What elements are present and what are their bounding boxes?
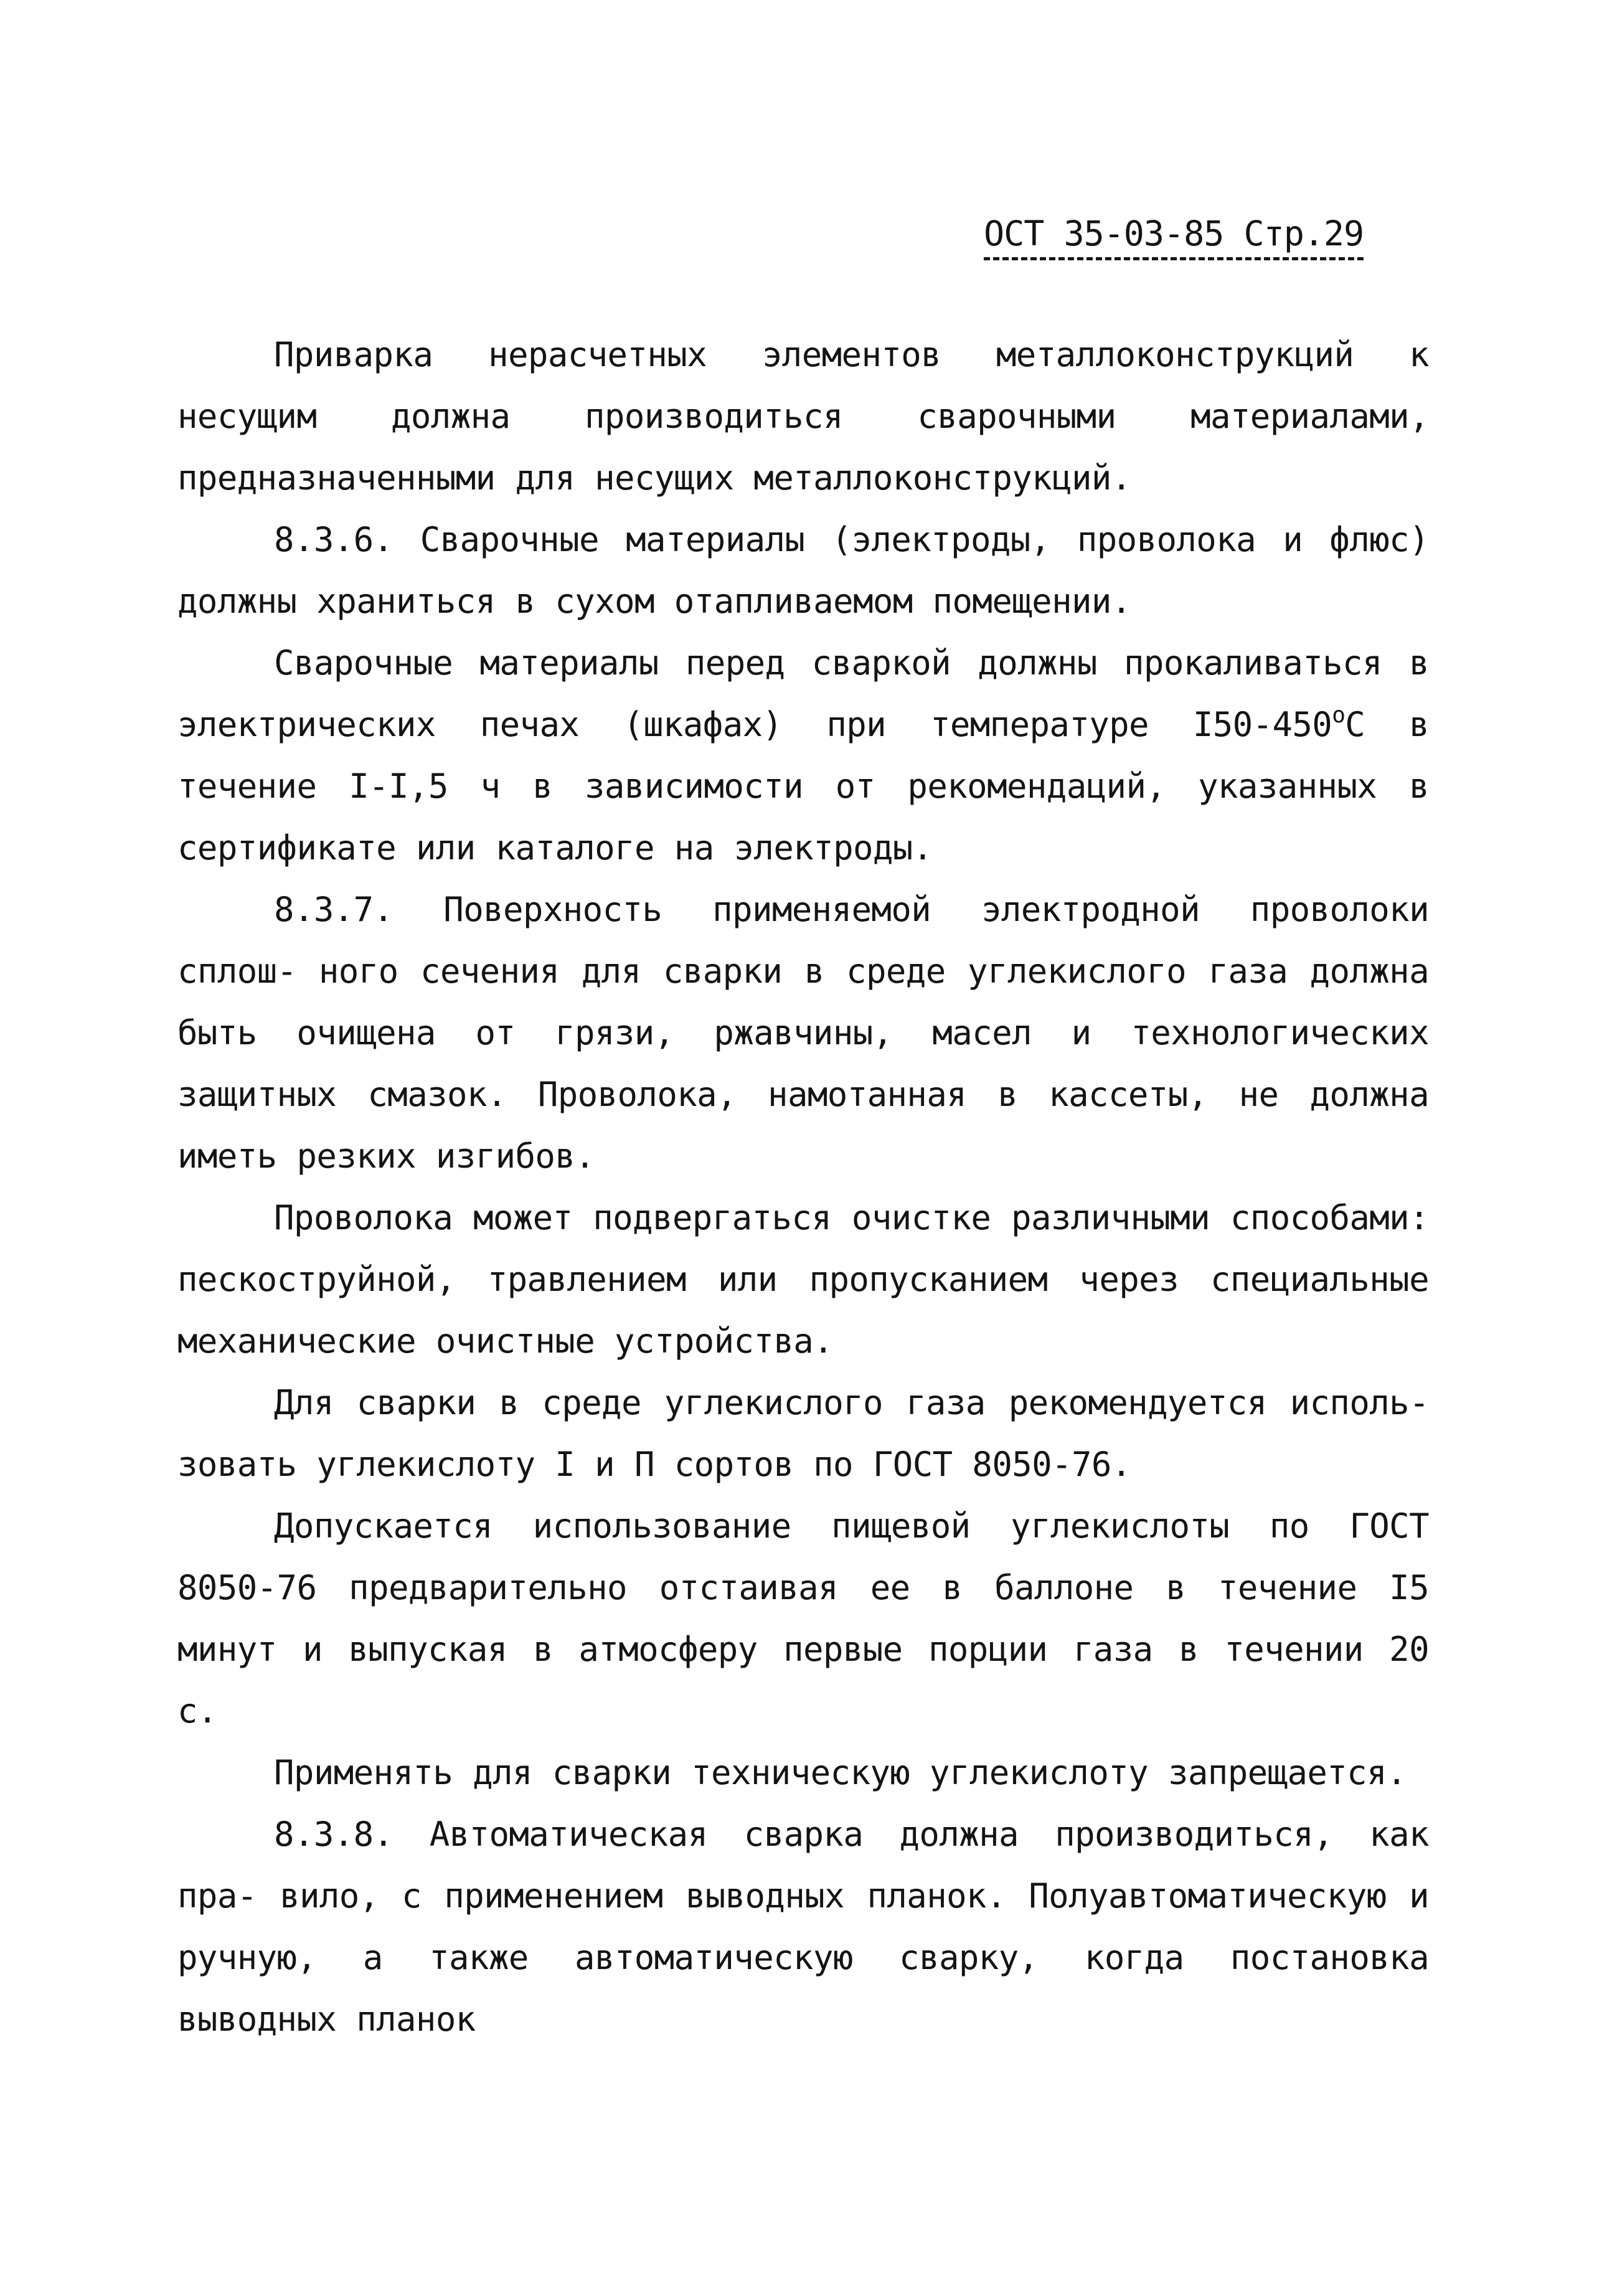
line: очищена от грязи, ржавчины, масел и технологических защитных [177,1013,1429,1114]
line: пескоструйной, травлением или пропусканием через специальные [177,1260,1429,1299]
line: или каталоге на электроды. [415,828,933,867]
line: Проволока может подвергаться очистке различными способами: [274,1198,1429,1237]
document-body [177,324,1429,2050]
line: электрических печах (шкафах) при температуре I50-450 [177,705,1332,744]
paragraph-food-co2-allowed [177,1495,1429,1742]
line: 8.3.7. Поверхность применяемой электродной проволоки сплош- [177,890,1429,991]
paragraph-co2-recommendation [177,1372,1429,1495]
line: 8.3.6. Сварочные материалы (электроды, проволока и флюс) [274,520,1429,559]
line: ГОСТ 8050-76 предварительно отстаивая ее в баллоне в течение [177,1506,1429,1607]
paragraph-8-3-8 [177,1803,1429,2050]
line: а также автоматическую сварку, когда постановка выводных планок [177,1938,1429,2039]
paragraph-wire-cleaning [177,1187,1429,1372]
page-header-code: ОСТ 35-03-85 Стр.29 [984,217,1364,260]
line: 8.3.8. Автоматическая сварка должна производиться, как пра- [177,1815,1429,1916]
line: Приварка нерасчетных элементов металлоконструкций к несущим [177,335,1429,436]
paragraph-technical-co2-prohibited [177,1742,1429,1803]
line: для несущих металлоконструкций. [515,458,1131,498]
line: ного сечения для сварки в среде углекислого газа должна быть [177,952,1429,1052]
line: зовать углекислоту I и П сортов по ГОСТ 8050-76. [177,1445,1131,1484]
line: вило, с применением выводных планок. Полуавтоматическую и ручную, [177,1876,1429,1977]
paragraph-8-3-6 [177,509,1429,632]
paragraph-welding-non-load-elements [177,324,1429,509]
line: Для сварки в среде углекислого газа рекомендуется исполь- [274,1383,1429,1422]
line-tail: С в течение [177,705,1430,806]
line: механические очистные устройства. [177,1321,834,1361]
line: должна производиться сварочными материалами, предназначенными [177,397,1429,498]
line: смазок. Проволока, намотанная в кассеты, не должна иметь резких [177,1075,1429,1176]
line: должны храниться в сухом отапливаемом помещении. [177,582,1131,621]
line: 20 с. [177,1630,1429,1731]
line: Допускается использование пищевой углекислоты по [274,1506,1309,1546]
paragraph-calcination [177,632,1429,879]
line: Сварочные материалы перед сваркой должны прокаливаться в [274,643,1429,683]
line: Применять для сварки техническую углекислоту запрещается. [274,1753,1407,1792]
degree-symbol: o [1332,702,1346,728]
line: I5 минут и выпуская в атмосферу первые порции газа в течении [177,1568,1429,1669]
line: I-I,5 ч в зависимости от рекомендаций, указанных в сертификате [177,767,1429,867]
paragraph-8-3-7 [177,879,1429,1187]
line: изгибов. [435,1136,595,1176]
